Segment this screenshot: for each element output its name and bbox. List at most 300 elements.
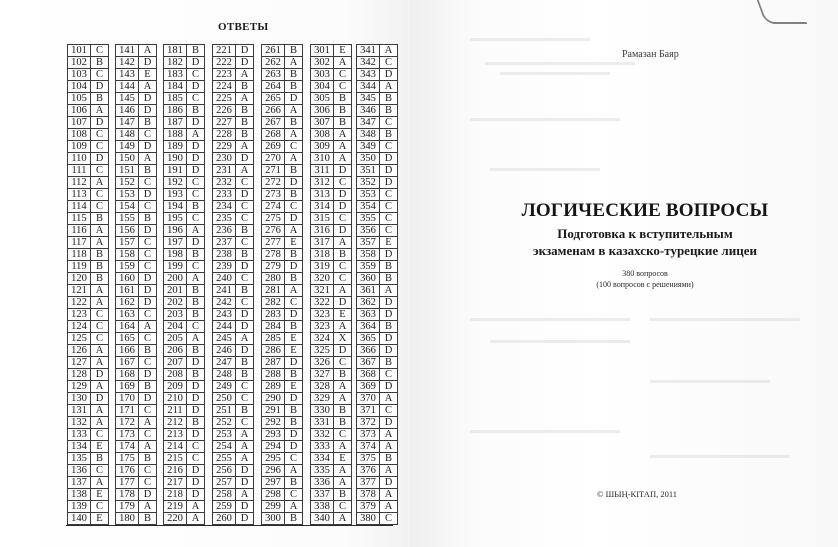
question-number: 173	[116, 429, 139, 440]
show-through-text	[470, 430, 620, 433]
answer-letter: C	[139, 237, 156, 248]
question-number: 354	[357, 201, 380, 212]
answer-row	[164, 285, 204, 297]
answer-row	[213, 93, 253, 105]
answer-letter: C	[380, 225, 397, 236]
answer-row	[116, 309, 156, 321]
answer-letter: D	[91, 81, 108, 92]
answer-row	[311, 441, 351, 453]
question-number: 349	[357, 141, 380, 152]
answer-row	[116, 213, 156, 225]
answer-letter: D	[187, 153, 204, 164]
answer-letter: A	[139, 153, 156, 164]
question-number: 239	[213, 261, 236, 272]
question-number: 213	[164, 429, 187, 440]
answer-row	[213, 213, 253, 225]
answer-row	[311, 357, 351, 369]
answer-row	[311, 405, 351, 417]
question-number: 286	[262, 345, 285, 356]
answer-row	[213, 105, 253, 117]
question-number: 367	[357, 357, 380, 368]
answer-letter: C	[139, 201, 156, 212]
question-number: 344	[357, 81, 380, 92]
answer-row	[357, 177, 397, 189]
question-number: 289	[262, 381, 285, 392]
answer-row	[68, 237, 108, 249]
answer-letter: A	[285, 285, 302, 296]
answer-letter: B	[334, 489, 351, 500]
question-number: 269	[262, 141, 285, 152]
answer-row	[116, 201, 156, 213]
answer-row	[213, 489, 253, 501]
answer-letter: A	[285, 153, 302, 164]
question-number: 299	[262, 501, 285, 512]
question-count-block	[560, 268, 730, 290]
answer-row	[213, 501, 253, 513]
question-number: 284	[262, 321, 285, 332]
answer-letter: B	[91, 261, 108, 272]
question-number: 172	[116, 417, 139, 428]
question-number: 127	[68, 357, 91, 368]
answer-row	[68, 441, 108, 453]
show-through-text	[650, 380, 770, 383]
question-number: 204	[164, 321, 187, 332]
question-number: 342	[357, 57, 380, 68]
answer-row	[68, 321, 108, 333]
answer-letter: B	[285, 273, 302, 284]
question-number: 229	[213, 141, 236, 152]
answer-row	[116, 273, 156, 285]
answer-column	[261, 44, 303, 525]
answer-letter: D	[285, 309, 302, 320]
answer-row	[68, 69, 108, 81]
question-number: 317	[311, 237, 334, 248]
answer-row	[311, 345, 351, 357]
question-number: 264	[262, 81, 285, 92]
question-number: 324	[311, 333, 334, 344]
answer-letter: A	[380, 501, 397, 512]
answer-row	[311, 165, 351, 177]
answer-letter: C	[236, 417, 253, 428]
answer-row	[68, 153, 108, 165]
show-through-text	[470, 118, 620, 121]
answer-letter: D	[187, 465, 204, 476]
question-number: 300	[262, 513, 285, 524]
answer-row	[164, 513, 204, 525]
answer-row	[262, 513, 302, 525]
question-number: 268	[262, 129, 285, 140]
answer-row	[68, 213, 108, 225]
answer-row	[116, 489, 156, 501]
show-through-text	[470, 318, 630, 321]
answer-letter: E	[334, 45, 351, 56]
answer-letter: C	[285, 201, 302, 212]
answer-row	[262, 465, 302, 477]
answer-letter: C	[187, 453, 204, 464]
question-number: 131	[68, 405, 91, 416]
question-number: 323	[311, 321, 334, 332]
answer-letter: A	[285, 57, 302, 68]
answer-letter: B	[285, 249, 302, 260]
answer-row	[213, 477, 253, 489]
question-number: 159	[116, 261, 139, 272]
answer-row	[357, 81, 397, 93]
question-number: 273	[262, 189, 285, 200]
answer-row	[311, 153, 351, 165]
question-number: 142	[116, 57, 139, 68]
answer-row	[311, 81, 351, 93]
answer-letter: A	[334, 129, 351, 140]
answer-row	[68, 513, 108, 525]
answer-letter: D	[187, 57, 204, 68]
question-number: 333	[311, 441, 334, 452]
answer-letter: D	[285, 93, 302, 104]
answer-row	[116, 513, 156, 525]
answer-letter: X	[334, 333, 351, 344]
question-number: 346	[357, 105, 380, 116]
question-number: 371	[357, 405, 380, 416]
answer-row	[311, 285, 351, 297]
question-number: 316	[311, 225, 334, 236]
answer-letter: C	[187, 69, 204, 80]
answer-letter: D	[380, 69, 397, 80]
question-number: 267	[262, 117, 285, 128]
question-number: 331	[311, 417, 334, 428]
answer-letter: B	[236, 105, 253, 116]
answer-letter: B	[91, 453, 108, 464]
question-number: 198	[164, 249, 187, 260]
answer-row	[357, 501, 397, 513]
answer-column	[310, 44, 352, 525]
answer-letter: B	[334, 105, 351, 116]
answer-letter: B	[334, 93, 351, 104]
question-number: 305	[311, 93, 334, 104]
question-number: 208	[164, 369, 187, 380]
answer-row	[262, 489, 302, 501]
answer-letter: A	[236, 441, 253, 452]
answer-row	[213, 357, 253, 369]
answer-row	[262, 429, 302, 441]
question-number: 275	[262, 213, 285, 224]
answer-row	[311, 381, 351, 393]
question-number: 143	[116, 69, 139, 80]
answer-letter: B	[380, 105, 397, 116]
answer-row	[213, 201, 253, 213]
book-subtitle	[500, 225, 790, 259]
answer-letter: D	[139, 297, 156, 308]
answer-letter: D	[380, 165, 397, 176]
answer-letter: D	[236, 513, 253, 524]
answer-letter: A	[334, 237, 351, 248]
answer-row	[116, 177, 156, 189]
question-number: 175	[116, 453, 139, 464]
question-number: 282	[262, 297, 285, 308]
question-number: 242	[213, 297, 236, 308]
answer-letter: D	[285, 357, 302, 368]
answer-row	[68, 273, 108, 285]
answer-letter: C	[380, 513, 397, 524]
question-number: 327	[311, 369, 334, 380]
answer-letter: A	[91, 105, 108, 116]
question-number: 101	[68, 45, 91, 56]
question-number: 365	[357, 333, 380, 344]
answer-row	[357, 333, 397, 345]
solutions-note: (100 вопросов с решениями)	[596, 280, 694, 289]
answer-row	[311, 249, 351, 261]
answer-letter: D	[380, 309, 397, 320]
question-number: 379	[357, 501, 380, 512]
answer-letter: D	[380, 381, 397, 392]
answer-letter: A	[91, 297, 108, 308]
question-number: 203	[164, 309, 187, 320]
answer-letter: A	[236, 429, 253, 440]
question-number: 104	[68, 81, 91, 92]
answer-letter: B	[187, 249, 204, 260]
answer-row	[311, 69, 351, 81]
show-through-text	[490, 168, 600, 171]
show-through-text	[490, 340, 630, 343]
question-number: 352	[357, 177, 380, 188]
answer-row	[357, 441, 397, 453]
question-number: 338	[311, 501, 334, 512]
answer-row	[262, 117, 302, 129]
question-number: 186	[164, 105, 187, 116]
question-number: 211	[164, 405, 187, 416]
question-number: 295	[262, 453, 285, 464]
answer-letter: D	[187, 477, 204, 488]
question-number: 197	[164, 237, 187, 248]
answer-row	[311, 513, 351, 525]
answer-letter: D	[334, 165, 351, 176]
question-number: 366	[357, 345, 380, 356]
answer-row	[164, 441, 204, 453]
answer-letter: A	[187, 501, 204, 512]
question-number: 205	[164, 333, 187, 344]
answer-letter: B	[236, 369, 253, 380]
question-number: 375	[357, 453, 380, 464]
answer-letter: B	[187, 309, 204, 320]
question-number: 176	[116, 465, 139, 476]
answer-row	[68, 261, 108, 273]
question-number: 152	[116, 177, 139, 188]
copyright-notice: © ШЫҢ-КІТАП, 2011	[597, 489, 678, 499]
answer-row	[311, 45, 351, 57]
answer-letter: A	[334, 393, 351, 404]
answer-row	[116, 381, 156, 393]
answer-letter: A	[236, 489, 253, 500]
question-number: 210	[164, 393, 187, 404]
answer-letter: A	[187, 225, 204, 236]
answer-letter: A	[380, 81, 397, 92]
answer-row	[213, 465, 253, 477]
answer-row	[262, 105, 302, 117]
answer-row	[262, 501, 302, 513]
answer-letter: A	[285, 105, 302, 116]
answer-letter: D	[187, 117, 204, 128]
question-number: 380	[357, 513, 380, 524]
answer-row	[311, 477, 351, 489]
answer-letter: A	[380, 489, 397, 500]
answer-letter: B	[139, 213, 156, 224]
answer-letter: D	[187, 237, 204, 248]
answer-row	[311, 453, 351, 465]
question-number: 302	[311, 57, 334, 68]
answer-letter: A	[285, 129, 302, 140]
answer-row	[213, 237, 253, 249]
question-number: 194	[164, 201, 187, 212]
question-number: 298	[262, 489, 285, 500]
question-number: 171	[116, 405, 139, 416]
author-name: Рамазан Баяр	[622, 49, 679, 60]
question-number: 182	[164, 57, 187, 68]
answer-row	[213, 81, 253, 93]
answer-letter: D	[139, 57, 156, 68]
answer-row	[311, 321, 351, 333]
question-number: 121	[68, 285, 91, 296]
answer-letter: C	[139, 129, 156, 140]
question-number: 250	[213, 393, 236, 404]
answer-letter: B	[285, 45, 302, 56]
answer-row	[262, 225, 302, 237]
question-number: 287	[262, 357, 285, 368]
question-number: 155	[116, 213, 139, 224]
answer-letter: B	[334, 417, 351, 428]
question-number: 266	[262, 105, 285, 116]
answer-row	[68, 501, 108, 513]
answer-letter: D	[380, 333, 397, 344]
answer-letter: A	[91, 237, 108, 248]
question-number: 310	[311, 153, 334, 164]
answer-row	[68, 81, 108, 93]
answer-row	[116, 393, 156, 405]
answer-row	[357, 285, 397, 297]
answer-letter: D	[285, 213, 302, 224]
answer-row	[68, 357, 108, 369]
answer-row	[311, 189, 351, 201]
answer-row	[164, 405, 204, 417]
answer-row	[213, 249, 253, 261]
question-number: 243	[213, 309, 236, 320]
answer-letter: A	[285, 465, 302, 476]
answer-row	[311, 117, 351, 129]
answer-row	[164, 261, 204, 273]
question-number: 111	[68, 165, 91, 176]
answer-letter: C	[236, 381, 253, 392]
answer-row	[116, 69, 156, 81]
question-number: 228	[213, 129, 236, 140]
question-number: 304	[311, 81, 334, 92]
question-number: 125	[68, 333, 91, 344]
answer-row	[357, 453, 397, 465]
question-number: 185	[164, 93, 187, 104]
answer-row	[311, 297, 351, 309]
question-number: 134	[68, 441, 91, 452]
answer-row	[213, 261, 253, 273]
question-number: 285	[262, 333, 285, 344]
answer-letter: C	[91, 165, 108, 176]
question-number: 318	[311, 249, 334, 260]
answer-row	[164, 225, 204, 237]
answer-letter: D	[139, 369, 156, 380]
answer-letter: C	[139, 405, 156, 416]
answer-row	[262, 45, 302, 57]
question-number: 235	[213, 213, 236, 224]
answer-letter: C	[139, 249, 156, 260]
answer-letter: A	[91, 177, 108, 188]
question-number: 190	[164, 153, 187, 164]
answer-row	[164, 93, 204, 105]
answer-row	[68, 297, 108, 309]
answer-row	[68, 129, 108, 141]
answer-row	[357, 93, 397, 105]
answer-row	[68, 417, 108, 429]
answer-row	[262, 405, 302, 417]
answer-letter: A	[187, 129, 204, 140]
question-number: 369	[357, 381, 380, 392]
answer-row	[311, 57, 351, 69]
answer-letter: B	[236, 117, 253, 128]
answer-letter: C	[380, 57, 397, 68]
answer-letter: A	[91, 285, 108, 296]
question-number: 188	[164, 129, 187, 140]
question-number: 274	[262, 201, 285, 212]
question-number: 247	[213, 357, 236, 368]
question-number: 279	[262, 261, 285, 272]
answer-letter: C	[187, 177, 204, 188]
question-number: 253	[213, 429, 236, 440]
answer-letter: D	[236, 57, 253, 68]
answer-letter: D	[285, 177, 302, 188]
answer-letter: C	[285, 141, 302, 152]
answer-row	[311, 141, 351, 153]
answer-letter: D	[380, 153, 397, 164]
answer-letter: D	[334, 189, 351, 200]
question-number: 308	[311, 129, 334, 140]
answer-row	[164, 465, 204, 477]
answer-row	[357, 45, 397, 57]
answer-letter: D	[139, 489, 156, 500]
answer-row	[311, 225, 351, 237]
question-number: 160	[116, 273, 139, 284]
question-number: 158	[116, 249, 139, 260]
answer-row	[311, 465, 351, 477]
answer-letter: B	[236, 249, 253, 260]
show-through-text	[650, 455, 790, 458]
answer-column	[115, 44, 157, 525]
question-number: 214	[164, 441, 187, 452]
question-number: 234	[213, 201, 236, 212]
answer-letter: D	[380, 345, 397, 356]
question-number: 322	[311, 297, 334, 308]
answer-row	[262, 189, 302, 201]
answer-letter: B	[236, 357, 253, 368]
answer-row	[357, 321, 397, 333]
answer-row	[262, 93, 302, 105]
question-number: 215	[164, 453, 187, 464]
answer-letter: D	[187, 429, 204, 440]
answer-letter: D	[187, 393, 204, 404]
question-number: 357	[357, 237, 380, 248]
answer-letter: A	[91, 405, 108, 416]
answer-letter: A	[236, 69, 253, 80]
answer-row	[213, 513, 253, 525]
answer-letter: A	[236, 93, 253, 104]
question-number: 332	[311, 429, 334, 440]
answer-row	[311, 201, 351, 213]
answer-letter: B	[380, 273, 397, 284]
answer-row	[262, 369, 302, 381]
question-number: 202	[164, 297, 187, 308]
